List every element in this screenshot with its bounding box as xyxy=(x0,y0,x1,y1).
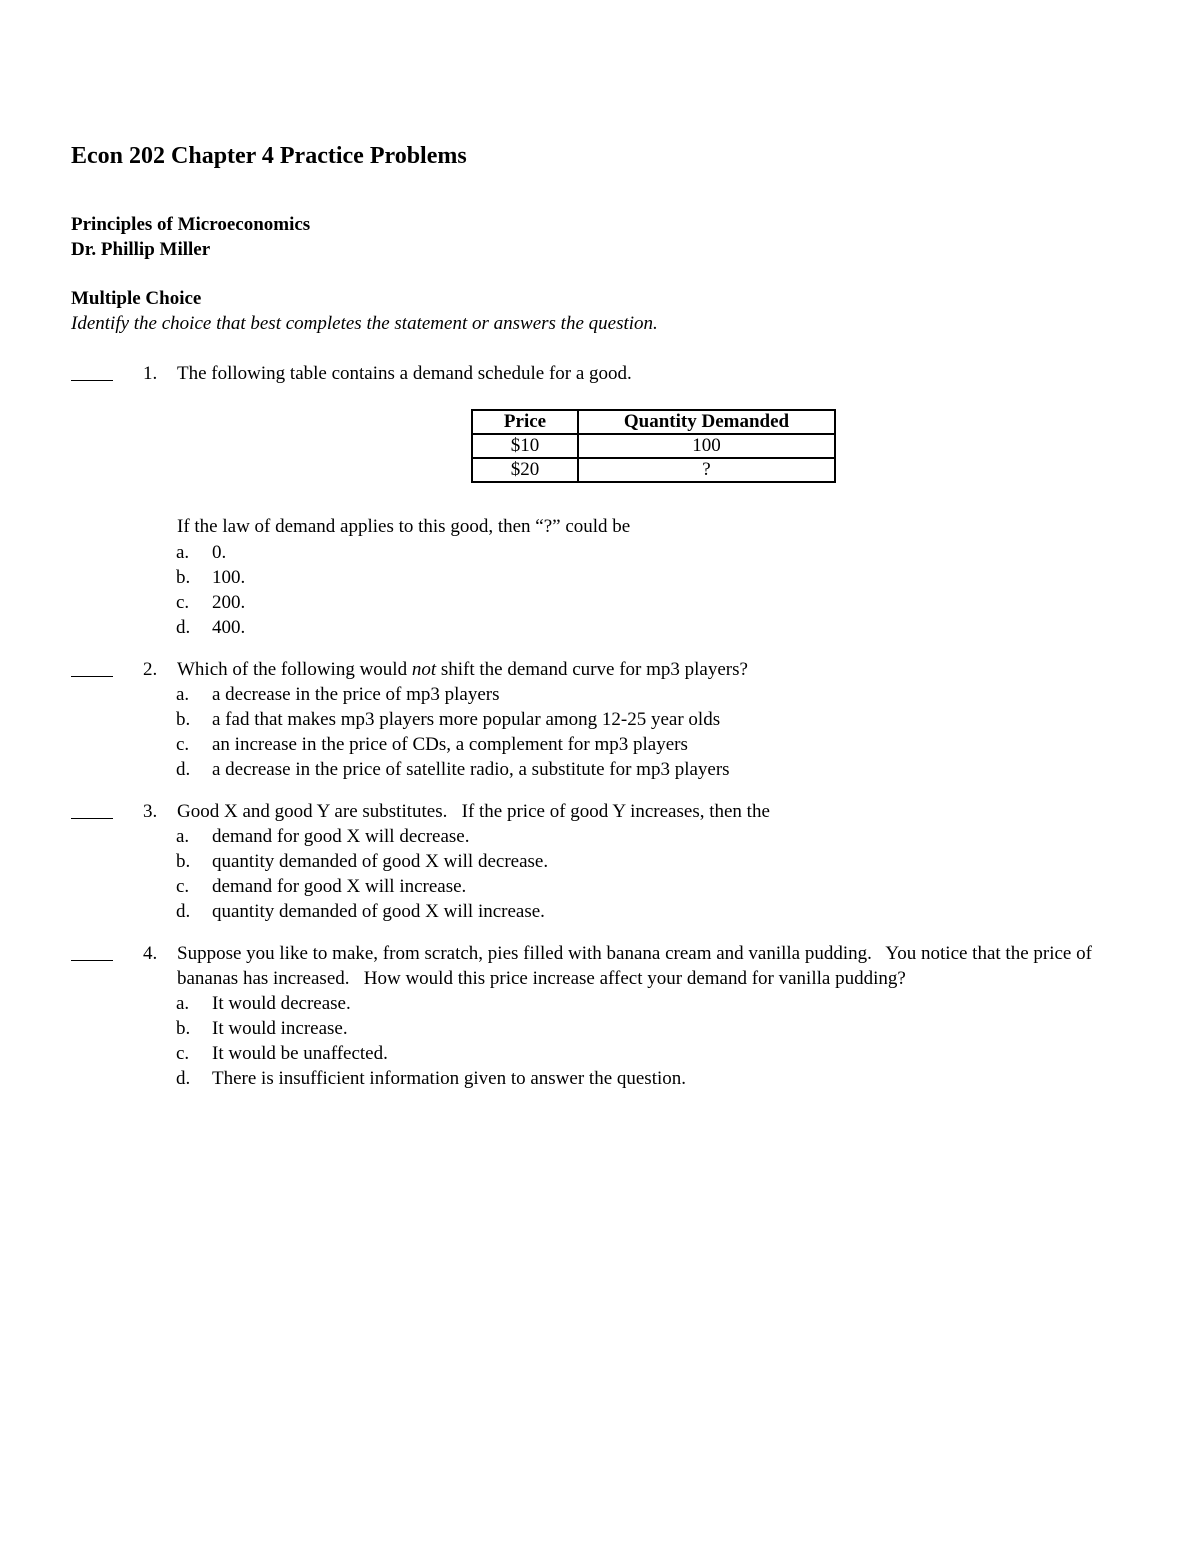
table-cell: 100 xyxy=(578,434,835,458)
question-number-2: 2. xyxy=(143,659,158,680)
table-header-quantity: Quantity Demanded xyxy=(578,410,835,434)
option-letter: d. xyxy=(176,759,191,780)
option-letter: b. xyxy=(176,567,191,588)
question-number-3: 3. xyxy=(143,801,158,822)
option-letter: c. xyxy=(176,876,190,897)
option-letter: d. xyxy=(176,617,191,638)
option-text: 0. xyxy=(212,542,227,563)
option-text: There is insufficient information given to answer the question. xyxy=(212,1068,687,1089)
question-text-2-part: shift the demand curve for mp3 players? xyxy=(436,659,748,680)
question-text-1: The following table contains a demand schedule for a good. xyxy=(177,363,632,384)
table-cell: $10 xyxy=(472,434,578,458)
question-text-4: Suppose you like to make, from scratch, pies filled with banana cream and vanilla pudding. You notice that the price of bananas has increased. How would this price increase affect your demand for vanilla pudding? xyxy=(177,943,1097,989)
instructor-name: Dr. Phillip Miller xyxy=(71,239,211,260)
option-text: 400. xyxy=(212,617,246,638)
option-letter: a. xyxy=(176,993,190,1014)
course-name: Principles of Microeconomics xyxy=(71,214,311,235)
question-number-4: 4. xyxy=(143,943,158,964)
question-text-2-part: Which of the following would xyxy=(177,659,412,680)
option-letter: c. xyxy=(176,734,190,755)
option-letter: b. xyxy=(176,1018,191,1039)
question-number-1: 1. xyxy=(143,363,158,384)
option-text: It would decrease. xyxy=(212,993,351,1014)
table-header-row xyxy=(472,410,835,434)
option-text: demand for good X will increase. xyxy=(212,876,467,897)
answer-blank-4[interactable] xyxy=(71,960,113,961)
option-letter: b. xyxy=(176,709,191,730)
option-text: It would increase. xyxy=(212,1018,348,1039)
table-header-price: Price xyxy=(472,410,578,434)
answer-blank-1[interactable] xyxy=(71,380,113,381)
option-letter: a. xyxy=(176,684,190,705)
option-letter: d. xyxy=(176,901,191,922)
option-letter: a. xyxy=(176,826,190,847)
page-title: Econ 202 Chapter 4 Practice Problems xyxy=(71,143,467,169)
question-text-3: Good X and good Y are substitutes. If the price of good Y increases, then the xyxy=(177,801,770,822)
section-heading: Multiple Choice xyxy=(71,288,202,309)
option-letter: a. xyxy=(176,542,190,563)
option-text: It would be unaffected. xyxy=(212,1043,388,1064)
option-letter: b. xyxy=(176,851,191,872)
table-row xyxy=(472,458,835,482)
option-letter: c. xyxy=(176,1043,190,1064)
option-text: quantity demanded of good X will decrease. xyxy=(212,851,549,872)
option-text: quantity demanded of good X will increase. xyxy=(212,901,545,922)
option-text: 100. xyxy=(212,567,246,588)
option-text: a decrease in the price of satellite radio, a substitute for mp3 players xyxy=(212,759,730,780)
option-text: 200. xyxy=(212,592,246,613)
question-text-2-emphasis: not xyxy=(411,659,437,680)
question-text-2 xyxy=(177,659,748,681)
answer-blank-2[interactable] xyxy=(71,676,113,677)
answer-blank-3[interactable] xyxy=(71,818,113,819)
option-letter: d. xyxy=(176,1068,191,1089)
option-text: a decrease in the price of mp3 players xyxy=(212,684,500,705)
option-text: a fad that makes mp3 players more popular among 12-25 year olds xyxy=(212,709,721,730)
table-cell: ? xyxy=(578,458,835,482)
table-cell: $20 xyxy=(472,458,578,482)
option-text: demand for good X will decrease. xyxy=(212,826,470,847)
option-text: an increase in the price of CDs, a complement for mp3 players xyxy=(212,734,688,755)
section-instructions: Identify the choice that best completes the statement or answers the question. xyxy=(71,313,658,334)
table-row xyxy=(472,434,835,458)
question-followup-1: If the law of demand applies to this good, then “?” could be xyxy=(177,516,631,537)
demand-schedule-table xyxy=(471,409,836,483)
option-letter: c. xyxy=(176,592,190,613)
